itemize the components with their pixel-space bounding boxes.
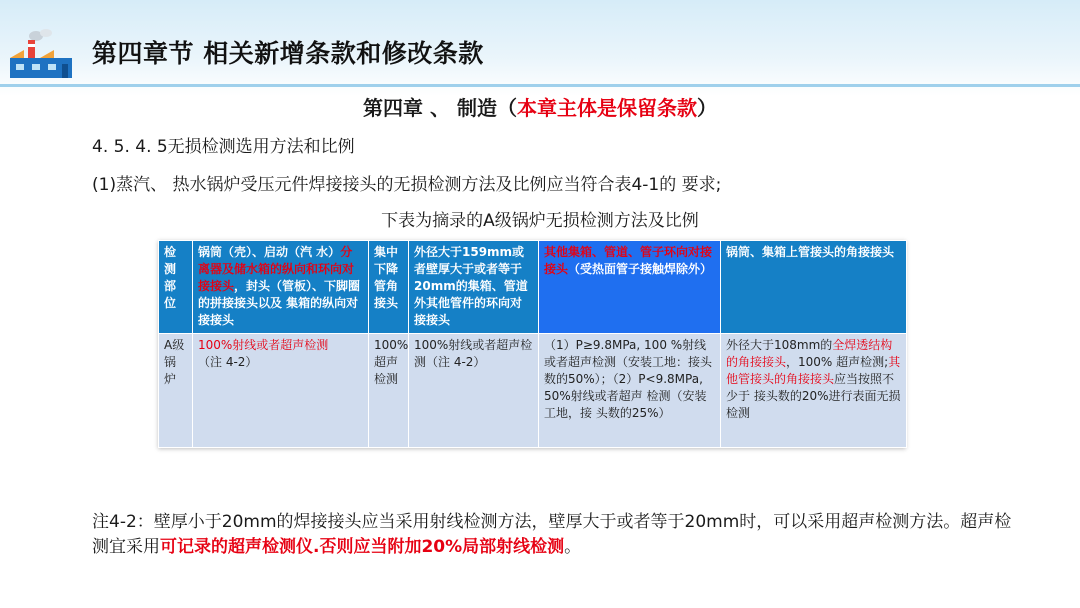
- header-other-text: （受热面管子接触焊除外）: [568, 262, 713, 276]
- header-cell-nozzle: 锅筒、集箱上管接头的角接接头: [721, 241, 907, 334]
- header-divider: [0, 84, 1080, 87]
- cell-nozzle-text-b: ，100% 超声检测;: [786, 355, 889, 369]
- header-drum-text-b: ，封头（管板）、下脚圈的拼接接头以及 集箱的纵向对接接头: [198, 279, 361, 327]
- cell-drum-red: 100%射线或者超声检测: [198, 338, 329, 352]
- table-caption: 下表为摘录的A级锅炉无损检测方法及比例: [381, 211, 699, 231]
- header-cell-drum: [193, 241, 369, 334]
- ndt-table: [158, 240, 906, 448]
- header-cell-location: 检测部位: [159, 241, 193, 334]
- cell-nozzle-text-a: 外径大于108mm的: [726, 338, 833, 352]
- footnote: [92, 510, 1012, 560]
- cell-drum: [193, 334, 369, 448]
- footnote-highlight: 可记录的超声检测仪.否则应当附加20%局部射线检测: [160, 537, 565, 557]
- cell-downcomer: 100%超声检测: [369, 334, 409, 448]
- cell-drum-note: （注 4-2）: [198, 355, 258, 369]
- chapter-prefix: 第四章 、 制造（: [363, 96, 517, 120]
- cell-nozzle: [721, 334, 907, 448]
- footnote-end: 。: [564, 537, 582, 557]
- cell-header-pipe: 100%射线或者超声检测（注 4-2）: [409, 334, 539, 448]
- header-cell-header-pipe: 外径大于159mm或者壁厚大于或者等于20mm的集箱、管道外其他管件的环向对接接头: [409, 241, 539, 334]
- header-drum-text-a: 锅筒（壳）、启动（汽 水）: [198, 245, 341, 259]
- chapter-suffix: ）: [696, 96, 717, 120]
- clause-paragraph: (1)蒸汽、 热水锅炉受压元件焊接接头的无损检测方法及比例应当符合表4-1的 要求;: [92, 175, 722, 195]
- chapter-heading: [0, 92, 1080, 121]
- header-cell-other-pipes: [539, 241, 721, 334]
- page-title: 第四章节 相关新增条款和修改条款: [92, 39, 484, 68]
- cell-nozzle-red-2: 其他管接头的角接接头: [726, 355, 901, 386]
- section-clause: 4. 5. 4. 5无损检测选用方法和比例: [92, 137, 355, 157]
- table-row: [159, 334, 907, 448]
- header-cell-downcomer: 集中下降管角接头: [369, 241, 409, 334]
- chapter-highlight: 本章主体是保留条款: [516, 96, 697, 120]
- header-drum-red: 分离器及储水箱的纵向和环向对接接头: [198, 245, 355, 293]
- factory-logo-icon: [6, 28, 78, 80]
- header-other-red: 其他集箱、管道、管子环向对接接头: [544, 245, 713, 276]
- cell-other-pipes: （1）P≥9.8MPa, 100 %射线或者超声检测（安装工地：接头数的50%）；（2）P<9.8MPa, 50%射线或者超声 检测（安装工地，接 头数的25%）: [539, 334, 721, 448]
- table-header-row: [159, 241, 907, 334]
- cell-nozzle-text-c: 应当按照不少于 接头数的20%进行表面无损检测: [726, 372, 901, 420]
- cell-grade: A级锅炉: [159, 334, 193, 448]
- cell-nozzle-red-1: 全焊透结构的角接接头: [726, 338, 893, 369]
- footnote-text: 注4-2：壁厚小于20mm的焊接接头应当采用射线检测方法，壁厚大于或者等于20mm时，可以采用超声检测方法。超声检测宜采用: [92, 512, 1012, 557]
